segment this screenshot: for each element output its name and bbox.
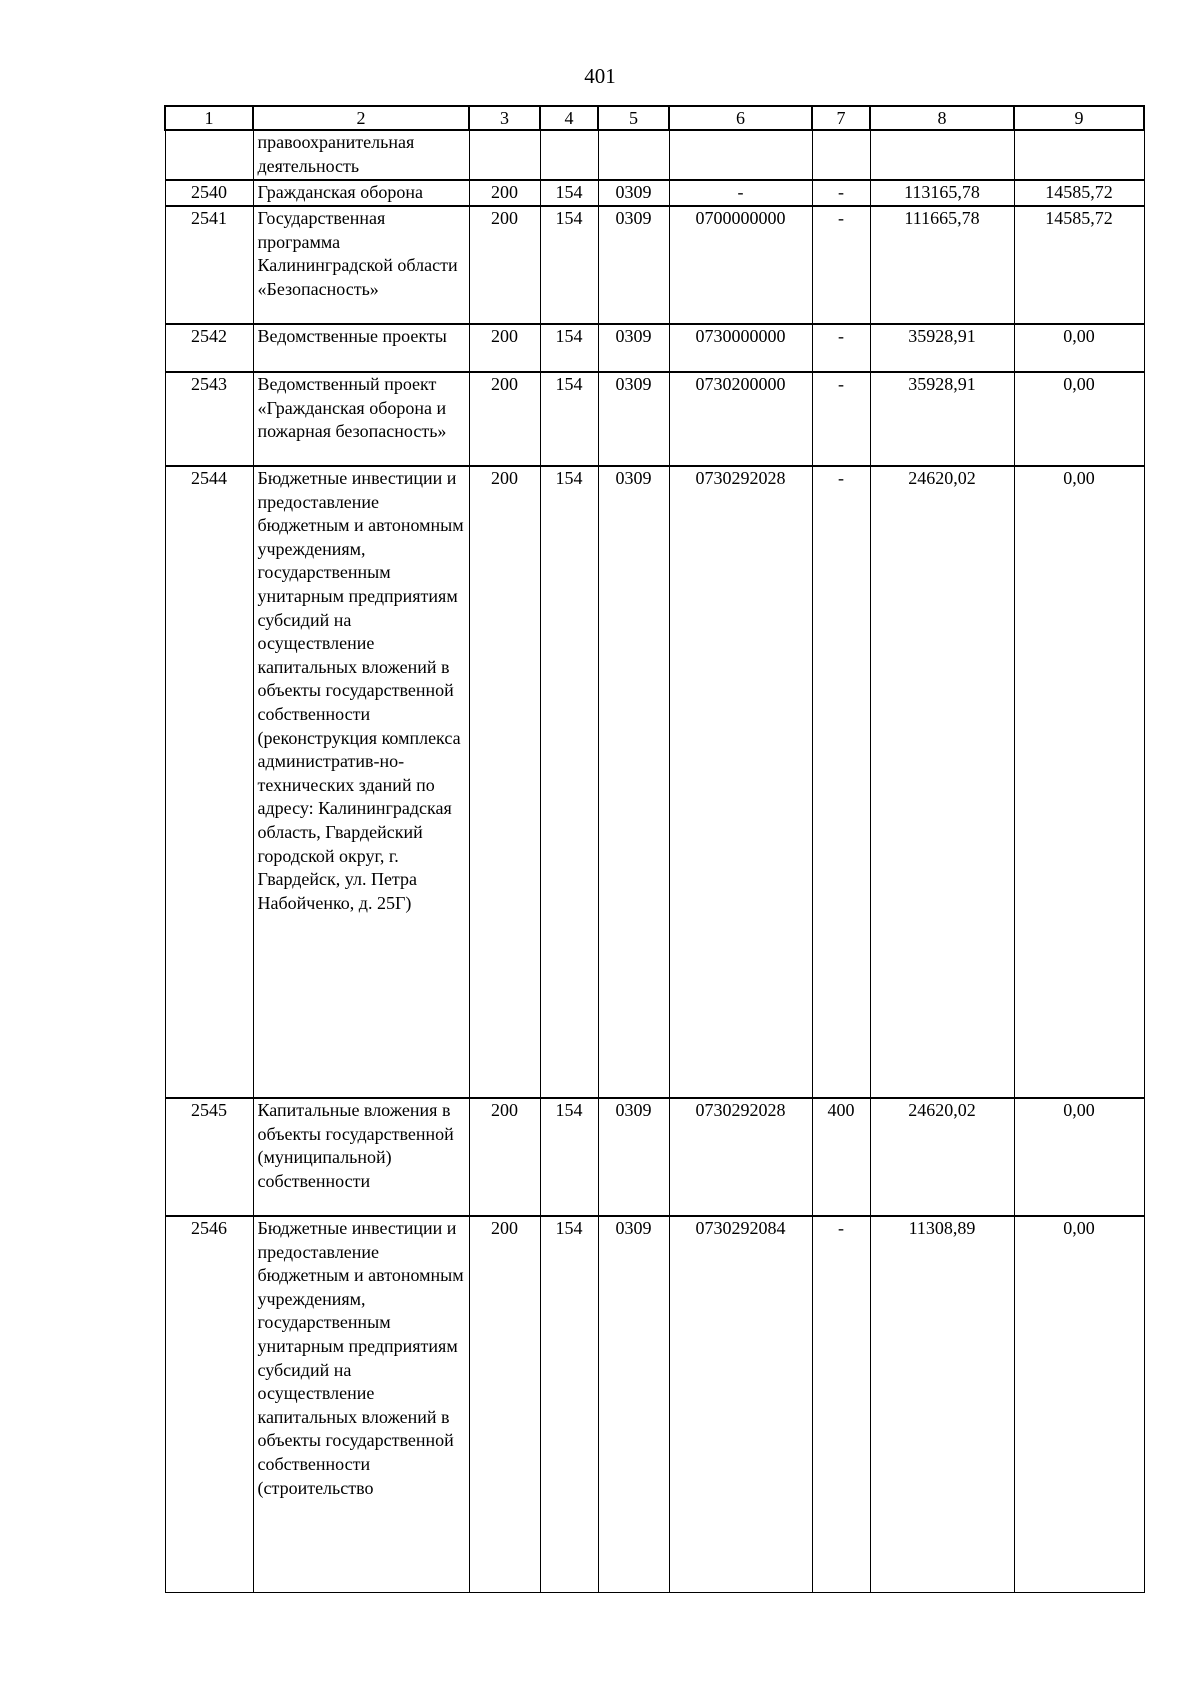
row-col3: 200: [469, 372, 540, 466]
table-header-row: [165, 106, 1144, 130]
row-col9: [1014, 130, 1144, 180]
row-col3: [469, 130, 540, 180]
row-col3: 200: [469, 466, 540, 1098]
row-col3: 200: [469, 1098, 540, 1216]
table-row: [165, 1216, 1144, 1592]
row-col6: 0700000000: [669, 206, 812, 324]
row-col6: 0730000000: [669, 324, 812, 372]
row-col4: 154: [540, 324, 598, 372]
row-name: правоохранительная деятельность: [253, 130, 469, 180]
row-name: Гражданская оборона: [253, 180, 469, 206]
page-number: 401: [584, 64, 616, 88]
row-col9: 14585,72: [1014, 206, 1144, 324]
table-row: [165, 206, 1144, 324]
row-col6: 0730292084: [669, 1216, 812, 1592]
row-col4: 154: [540, 372, 598, 466]
row-col7: 400: [812, 1098, 870, 1216]
column-number-header: 5: [598, 106, 669, 130]
row-col9: 14585,72: [1014, 180, 1144, 206]
row-col5: 0309: [598, 206, 669, 324]
row-col6: [669, 130, 812, 180]
row-col9: 0,00: [1014, 1216, 1144, 1592]
table-row: [165, 466, 1144, 1098]
row-col3: 200: [469, 1216, 540, 1592]
row-col5: 0309: [598, 466, 669, 1098]
row-id: [165, 130, 253, 180]
row-col8: 35928,91: [870, 324, 1014, 372]
column-number-header: 6: [669, 106, 812, 130]
row-id: 2540: [165, 180, 253, 206]
row-col7: -: [812, 466, 870, 1098]
row-name: Капитальные вложения в объекты государственной (муниципальной) собственности: [253, 1098, 469, 1216]
row-name: Ведомственные проекты: [253, 324, 469, 372]
table-row: [165, 130, 1144, 180]
table-row: [165, 180, 1144, 206]
column-number-header: 4: [540, 106, 598, 130]
row-col6: 0730292028: [669, 466, 812, 1098]
row-col5: 0309: [598, 1098, 669, 1216]
row-id: 2546: [165, 1216, 253, 1592]
row-col9: 0,00: [1014, 324, 1144, 372]
row-col5: 0309: [598, 324, 669, 372]
budget-table: [164, 105, 1145, 1593]
row-col7: -: [812, 324, 870, 372]
column-number-header: 3: [469, 106, 540, 130]
row-name: Бюджетные инвестиции и предоставление бюджетным и автономным учреждениям, государственным унитарным предприятиям субсидий на осуществление капитальных вложений в объекты государственной собственности (реконструкция комплекса административ-но-технических зданий по адресу: Калининградская область, Гвардейский городской округ, г. Гвардейск, ул. Петра Набойченко, д. 25Г): [253, 466, 469, 1098]
row-col8: 24620,02: [870, 466, 1014, 1098]
row-col5: [598, 130, 669, 180]
row-col8: 35928,91: [870, 372, 1014, 466]
row-col3: 200: [469, 206, 540, 324]
column-number-header: 9: [1014, 106, 1144, 130]
row-name: Бюджетные инвестиции и предоставление бюджетным и автономным учреждениям, государственным унитарным предприятиям субсидий на осуществление капитальных вложений в объекты государственной собственности (строительство: [253, 1216, 469, 1592]
row-col3: 200: [469, 180, 540, 206]
row-col7: -: [812, 372, 870, 466]
row-col9: 0,00: [1014, 1098, 1144, 1216]
row-col5: 0309: [598, 180, 669, 206]
row-id: 2544: [165, 466, 253, 1098]
column-number-header: 8: [870, 106, 1014, 130]
row-col4: [540, 130, 598, 180]
row-id: 2545: [165, 1098, 253, 1216]
row-col7: -: [812, 1216, 870, 1592]
row-col6: 0730292028: [669, 1098, 812, 1216]
row-id: 2542: [165, 324, 253, 372]
column-number-header: 1: [165, 106, 253, 130]
row-col4: 154: [540, 466, 598, 1098]
row-col6: -: [669, 180, 812, 206]
row-col7: -: [812, 180, 870, 206]
row-col8: 111665,78: [870, 206, 1014, 324]
table-row: [165, 324, 1144, 372]
row-col4: 154: [540, 1216, 598, 1592]
row-col7: -: [812, 206, 870, 324]
row-id: 2543: [165, 372, 253, 466]
row-col4: 154: [540, 206, 598, 324]
row-col8: 113165,78: [870, 180, 1014, 206]
row-col7: [812, 130, 870, 180]
row-col5: 0309: [598, 372, 669, 466]
column-number-header: 7: [812, 106, 870, 130]
row-col9: 0,00: [1014, 466, 1144, 1098]
row-col3: 200: [469, 324, 540, 372]
row-col8: [870, 130, 1014, 180]
row-name: Государственная программа Калининградской области «Безопасность»: [253, 206, 469, 324]
row-col4: 154: [540, 1098, 598, 1216]
table-row: [165, 1098, 1144, 1216]
row-id: 2541: [165, 206, 253, 324]
row-col4: 154: [540, 180, 598, 206]
column-number-header: 2: [253, 106, 469, 130]
row-name: Ведомственный проект «Гражданская оборона и пожарная безопасность»: [253, 372, 469, 466]
row-col6: 0730200000: [669, 372, 812, 466]
row-col9: 0,00: [1014, 372, 1144, 466]
row-col8: 24620,02: [870, 1098, 1014, 1216]
table-row: [165, 372, 1144, 466]
row-col5: 0309: [598, 1216, 669, 1592]
row-col8: 11308,89: [870, 1216, 1014, 1592]
